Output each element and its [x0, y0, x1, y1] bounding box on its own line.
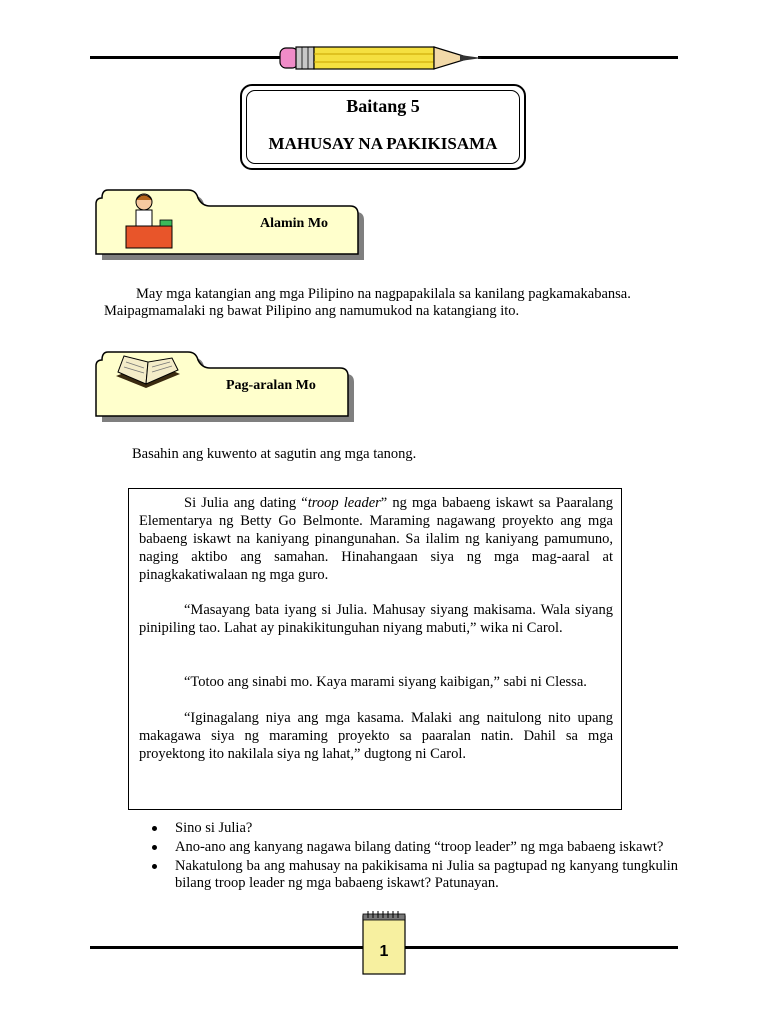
- bullet-icon: [152, 826, 157, 831]
- question-text: Ano-ano ang kanyang nagawa bilang dating “troop leader” ng mga babaeng iskawt?: [175, 839, 664, 855]
- lesson-title: MAHUSAY NA PAKIKISAMA: [268, 134, 498, 153]
- story-paragraph-1: [139, 494, 613, 584]
- story-paragraph-3: [139, 673, 613, 691]
- section-label-alamin: Alamin Mo: [260, 216, 329, 231]
- student-at-desk-icon: [124, 190, 184, 252]
- question-list: [148, 820, 678, 894]
- section-alamin: [92, 186, 362, 258]
- grade-title: Baitang 5: [346, 96, 420, 116]
- header-rule-left: [90, 56, 285, 59]
- story-p1-start: Si Julia ang dating “: [184, 495, 308, 511]
- story-p1-italic: troop leader: [307, 495, 381, 511]
- instruction-text: Basahin ang kuwento at sagutin ang mga tanong.: [132, 446, 417, 462]
- story-p2-text: “Masayang bata iyang si Julia. Mahusay siyang makisama. Wala siyang pinipiling tao. Lahat ay pinakikitunguhan niyang mabuti,” wika ni Carol.: [139, 602, 613, 636]
- story-box: [128, 488, 622, 810]
- page-number: 1: [379, 943, 389, 960]
- intro-line-1: May mga katangian ang mga Pilipino na nagpapakilala sa kanilang pagkamakabansa.: [136, 286, 631, 302]
- question-text: Sino si Julia?: [175, 820, 253, 836]
- header-rule-right: [478, 56, 678, 59]
- question-item: [148, 858, 678, 892]
- story-p1-end: ” ng mga babaeng iskawt sa Paaralang Elementarya ng Betty Go Belmonte. Maraming nagawang proyekto ang mga babaeng iskawt na kaniyang pinangunahan. Sa ilalim ng kaniyang pamumuno, naging aktibo ang samahan. Hinahangaan siya ng mga mag-aaral at pinagkakatiwalaan ng mga guro.: [139, 495, 613, 583]
- section-label-pagaralan: Pag-aralan Mo: [226, 378, 316, 393]
- bullet-icon: [152, 864, 157, 869]
- question-item: [148, 820, 678, 837]
- section-pagaralan: [92, 348, 362, 420]
- question-item: [148, 839, 678, 856]
- story-p3-text: “Totoo ang sinabi mo. Kaya marami siyang kaibigan,” sabi ni Clessa.: [184, 674, 587, 690]
- story-paragraph-4: [139, 709, 613, 763]
- intro-line-2: Maipagmamalaki ng bawat Pilipino ang namumukod na katangiang ito.: [104, 303, 520, 319]
- pencil-icon: [278, 44, 488, 72]
- open-book-icon: [112, 354, 184, 394]
- story-paragraph-2: [139, 601, 613, 637]
- story-p4-text: “Iginagalang niya ang mga kasama. Malaki ang naitulong nito upang makagawa siya ng maraming proyekto sa paaralan natin. Dahil sa mga proyektong ito nakilala siya ng lahat,” dugtong ni Carol.: [139, 710, 613, 762]
- question-text: Nakatulong ba ang mahusay na pakikisama ni Julia sa pagtupad ng kanyang tungkulin bilang troop leader ng mga babaeng iskawt? Patunayan.: [175, 858, 678, 891]
- title-box: [240, 84, 526, 170]
- bullet-icon: [152, 845, 157, 850]
